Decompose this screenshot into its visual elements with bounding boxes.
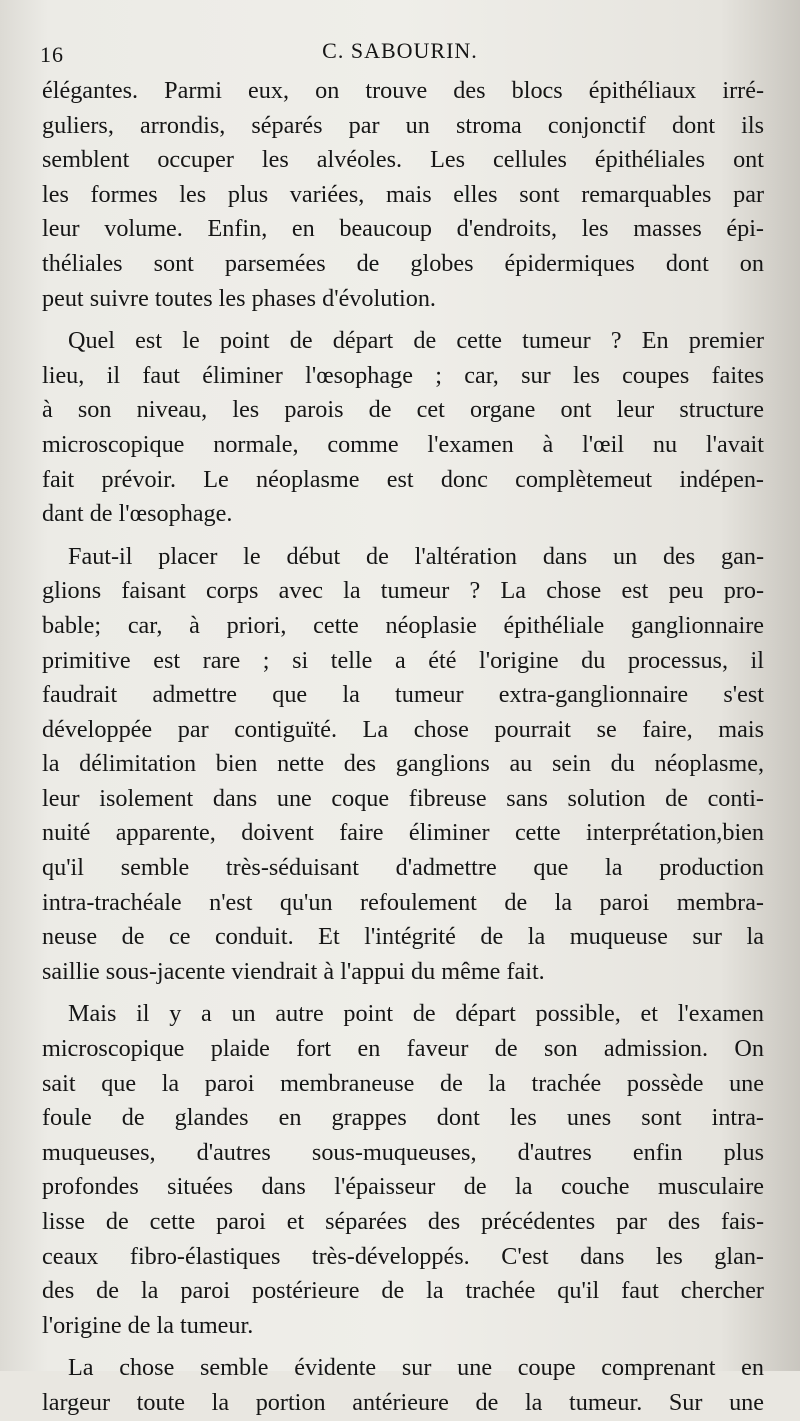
text-line: nuité apparente, doivent faire éliminer cette interprétation,bien [42,819,764,847]
text-line: leur isolement dans une coque fibreuse sans solution de conti- [42,784,764,812]
text-line: bable; car, à priori, cette néoplasie épithéliale ganglionnaire [42,611,764,639]
page-header [40,38,760,68]
paragraph [42,997,764,1343]
text-line: à son niveau, les parois de cet organe ont leur structure [42,396,764,424]
paragraph-gap [42,989,764,997]
text-line: microscopique normale, comme l'examen à l'œil nu l'avait [42,430,764,458]
text-line: qu'il semble très-séduisant d'admettre que la production [42,854,764,882]
paragraph-gap [42,1343,764,1351]
text-line: dant de l'œsophage. [42,500,233,528]
text-line: lisse de cette paroi et séparées des précédentes par des fais- [42,1208,764,1235]
text-line: lieu, il faut éliminer l'œsophage ; car, sur les coupes faites [42,361,764,389]
text-line: faudrait admettre que la tumeur extra-ganglionnaire s'est [42,681,764,709]
text-line: largeur toute la portion antérieure de la tumeur. Sur une [42,1388,764,1416]
text-line: semblent occuper les alvéoles. Les cellules épithéliales ont [42,146,764,174]
text-line: Mais il y a un autre point de départ possible, et l'examen [68,1000,764,1028]
paragraph-gap [42,532,764,540]
text-line: La chose semble évidente sur une coupe comprenant en [68,1354,764,1382]
text-line: muqueuses, d'autres sous-muqueuses, d'autres enfin plus [42,1138,764,1166]
paragraph-gap [42,316,764,324]
text-line: glions faisant corps avec la tumeur ? La chose est peu pro- [42,577,764,605]
text-line: intra-trachéale n'est qu'un refoulement de la paroi membra- [42,888,764,916]
text-line: leur volume. Enfin, en beaucoup d'endroits, les masses épi- [42,215,764,243]
text-line: Faut-il placer le début de l'altération dans un des gan- [68,542,764,570]
text-line: la délimitation bien nette des ganglions au sein du néoplasme, [42,750,764,778]
text-line: élégantes. Parmi eux, on trouve des blocs épithéliaux irré- [42,77,764,104]
text-line: microscopique plaide fort en faveur de son admission. On [42,1035,764,1063]
running-title: C. SABOURIN. [322,38,478,63]
text-line: saillie sous-jacente viendrait à l'appui du même fait. [42,957,545,985]
text-line: théliales sont parsemées de globes épidermiques dont on [42,249,764,277]
text-line: l'origine de la tumeur. [42,1311,254,1339]
text-line: peut suivre toutes les phases d'évolution. [42,284,436,312]
paragraph [42,324,764,532]
text-line: sait que la paroi membraneuse de la trachée possède une [42,1069,764,1097]
text-line: ceaux fibro-élastiques très-développés. C'est dans les glan- [42,1242,764,1270]
text-line: foule de glandes en grappes dont les unes sont intra- [42,1104,764,1132]
text-line: neuse de ce conduit. Et l'intégrité de la muqueuse sur la [42,923,764,951]
text-line: primitive est rare ; si telle a été l'origine du processus, il [42,646,764,674]
body-text [42,74,764,1421]
text-line: Quel est le point de départ de cette tumeur ? En premier [68,327,764,355]
text-line: guliers, arrondis, séparés par un stroma conjonctif dont ils [42,111,764,139]
text-line: fait prévoir. Le néoplasme est donc complètemeut indépen- [42,465,764,493]
paragraph [42,74,764,316]
paragraph [42,1351,764,1420]
text-line: profondes situées dans l'épaisseur de la couche musculaire [42,1173,764,1201]
paragraph [42,540,764,990]
page-number: 16 [40,42,64,67]
text-line: des de la paroi postérieure de la trachée qu'il faut chercher [42,1277,764,1305]
text-line: les formes les plus variées, mais elles sont remarquables par [42,180,764,208]
text-line: développée par contiguïté. La chose pourrait se faire, mais [42,715,764,743]
